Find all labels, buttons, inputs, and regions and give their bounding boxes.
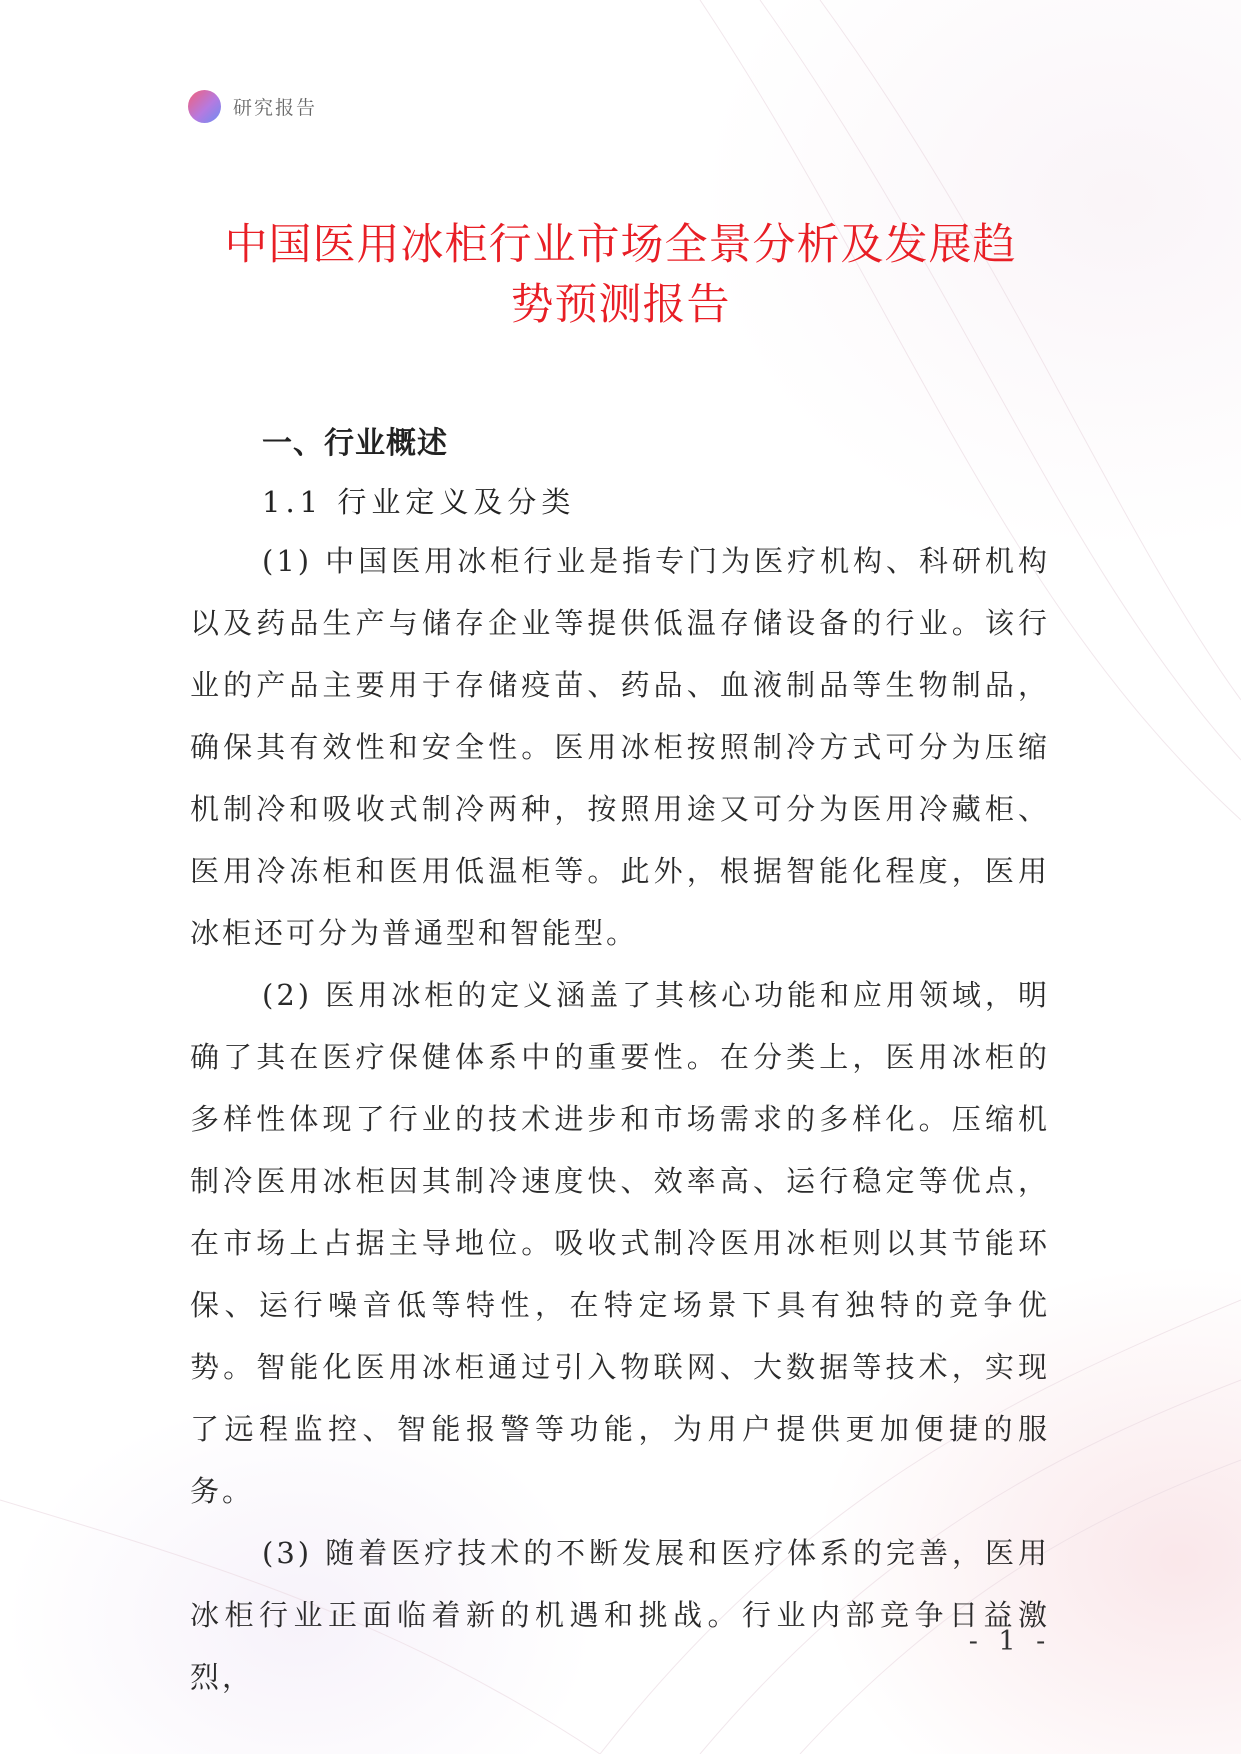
paragraph-2: (2) 医用冰柜的定义涵盖了其核心功能和应用领域，明确了其在医疗保健体系中的重要性。在分类上，医用冰柜的多样性体现了行业的技术进步和市场需求的多样化。压缩机制冷医用冰柜因其制冷速度快、效率高、运行稳定等优点，在市场上占据主导地位。吸收式制冷医用冰柜则以其节能环保、运行噪音低等特性，在特定场景下具有独特的竞争优势。智能化医用冰柜通过引入物联网、大数据等技术，实现了远程监控、智能报警等功能，为用户提供更加便捷的服务。 [190,978,1050,1508]
body-text [190,530,1050,1708]
paragraph-3: (3) 随着医疗技术的不断发展和医疗体系的完善，医用冰柜行业正面临着新的机遇和挑战。行业内部竞争日益激烈， [190,1536,1050,1694]
header-label: 研究报告 [233,96,318,119]
title-line-2: 势预测报告 [510,280,731,330]
title-line-1: 中国医用冰柜行业市场全景分析及发展趋 [224,220,1017,270]
paragraph-1: (1) 中国医用冰柜行业是指专门为医疗机构、科研机构以及药品生产与储存企业等提供低温存储设备的行业。该行业的产品主要用于存储疫苗、药品、血液制品等生物制品，确保其有效性和安全性。医用冰柜按照制冷方式可分为压缩机制冷和吸收式制冷两种，按照用途又可分为医用冷藏柜、医用冷冻柜和医用低温柜等。此外，根据智能化程度，医用冰柜还可分为普通型和智能型。 [190,544,1050,950]
page-number: - 1 - [968,1626,1052,1657]
report-title [150,215,1091,335]
subsection-heading: 1.1 行业定义及分类 [262,485,576,519]
section-heading: 一、行业概述 [262,426,448,461]
report-header [188,88,317,124]
logo-circle-icon [188,90,221,123]
